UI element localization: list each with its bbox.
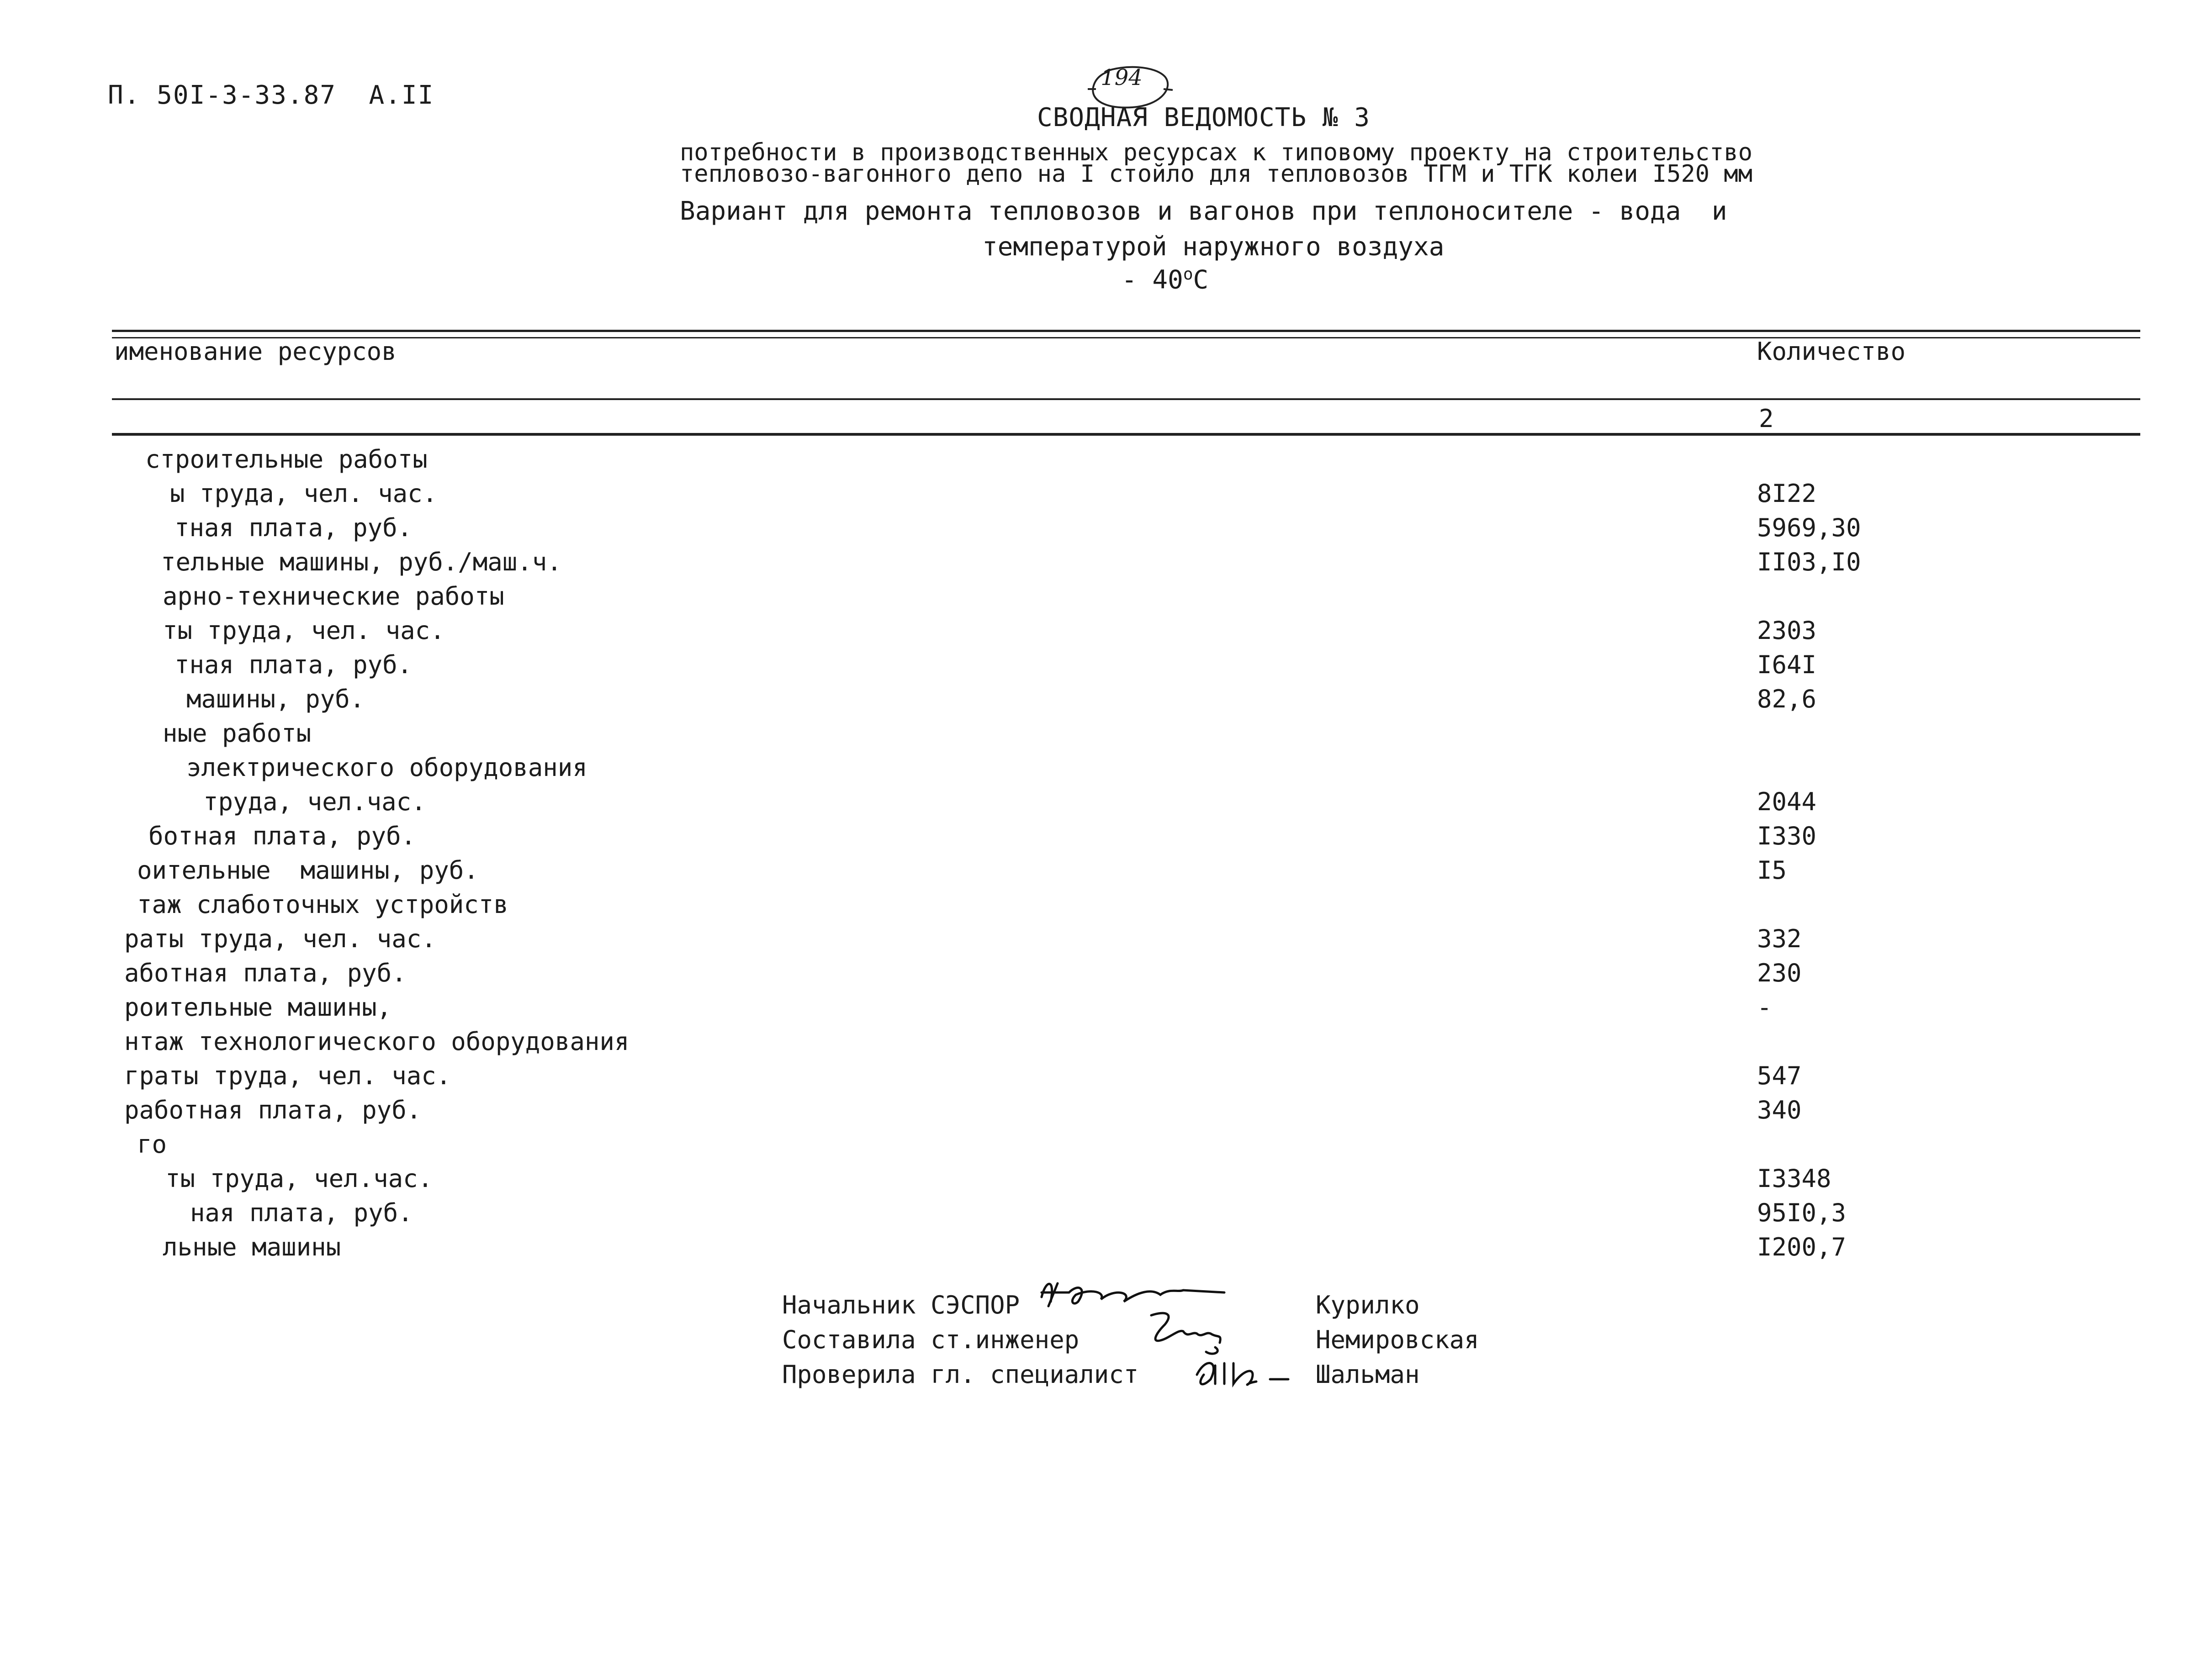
temperature-unit: С: [1193, 265, 1209, 295]
table-row: [0, 613, 2212, 648]
table-row: [0, 1024, 2212, 1059]
signature-3-handwritten: [1183, 1347, 1293, 1398]
row-qty: 2303: [1757, 616, 1817, 645]
document-code: П. 50I-3-33.87 А.II: [108, 80, 434, 110]
table-row: [0, 716, 2212, 750]
table-column-number: 2: [1759, 404, 1774, 433]
table-header-rule: [112, 398, 2140, 400]
table-row: [0, 1127, 2212, 1161]
row-qty: 340: [1757, 1096, 1802, 1124]
row-name: ные работы: [163, 719, 312, 748]
temperature-degree: о: [1183, 265, 1193, 284]
row-qty: 332: [1757, 924, 1802, 953]
row-name: тная плата, руб.: [175, 513, 413, 542]
table-row: [0, 922, 2212, 956]
table-row: [0, 682, 2212, 716]
row-name: го: [137, 1130, 167, 1159]
table-row: [0, 853, 2212, 887]
page-number-stamp: [1078, 55, 1165, 103]
row-name: нтаж технологического оборудования: [124, 1027, 630, 1056]
row-name: тная плата, руб.: [175, 650, 413, 679]
table-row: [0, 1161, 2212, 1196]
table-row: [0, 442, 2212, 476]
table-header-name: именование ресурсов: [114, 337, 397, 366]
row-name: тельные машины, руб./маш.ч.: [161, 548, 562, 576]
row-qty: I64I: [1757, 650, 1817, 679]
table-row: [0, 887, 2212, 922]
row-name: аботная плата, руб.: [124, 959, 407, 987]
table-row: [0, 1230, 2212, 1264]
row-name: льные машины: [163, 1233, 341, 1261]
row-name: ботная плата, руб.: [148, 822, 416, 850]
table-row: [0, 1059, 2212, 1093]
table-row: [0, 511, 2212, 545]
subtitle-line-1: потребности в производственных ресурсах к типовому проекту на строительство: [680, 139, 1752, 166]
temperature-value: [1122, 265, 1208, 295]
table-row: [0, 648, 2212, 682]
table-row: [0, 750, 2212, 785]
signature-name: Курилко: [1316, 1291, 1420, 1319]
table-row: [0, 990, 2212, 1024]
row-qty: I330: [1757, 822, 1817, 850]
signature-names: [1316, 1288, 1479, 1392]
variant-line: Вариант для ремонта тепловозов и вагонов при теплоносителе - вода и: [680, 196, 1727, 226]
table-row: [0, 1093, 2212, 1127]
row-name: ы труда, чел. час.: [170, 479, 438, 508]
table-row: [0, 579, 2212, 613]
row-name: строительные работы: [145, 445, 428, 474]
row-qty: -: [1757, 993, 1772, 1022]
row-name: ты труда, чел. час.: [163, 616, 445, 645]
row-name: труда, чел.час.: [203, 787, 426, 816]
document-title: СВОДНАЯ ВЕДОМОСТЬ № 3: [1037, 103, 1371, 132]
row-name: ная плата, руб.: [190, 1198, 413, 1227]
table-row: [0, 545, 2212, 579]
row-qty: 95I0,3: [1757, 1198, 1847, 1227]
table-row: [0, 956, 2212, 990]
row-name: работная плата, руб.: [124, 1096, 422, 1124]
row-qty: 5969,30: [1757, 513, 1861, 542]
row-qty: I3348: [1757, 1164, 1831, 1193]
row-name: оительные машины, руб.: [137, 856, 479, 885]
row-name: электрического оборудования: [186, 753, 587, 782]
row-name: машины, руб.: [186, 685, 365, 713]
row-qty: I5: [1757, 856, 1787, 885]
temperature-line: температурой наружного воздуха: [982, 232, 1445, 262]
signature-name: Немировская: [1316, 1325, 1479, 1354]
subtitle-line-2: тепловозо-вагонного депо на I стойло для тепловозов ТГМ и ТГК колеи I520 мм: [680, 160, 1752, 188]
row-qty: 2044: [1757, 787, 1817, 816]
row-qty: 547: [1757, 1061, 1802, 1090]
page-number-text: 194: [1101, 65, 1143, 90]
signature-role: Составила ст.инженер: [782, 1325, 1080, 1354]
table-body-rule: [112, 433, 2140, 436]
row-name: раты труда, чел. час.: [124, 924, 436, 953]
row-qty: II03,I0: [1757, 548, 1861, 576]
signature-role: Начальник СЭСПОР: [782, 1291, 1020, 1319]
table-row: [0, 476, 2212, 511]
table-row: [0, 1196, 2212, 1230]
row-name: ты труда, чел.час.: [165, 1164, 433, 1193]
row-name: роительные машины,: [124, 993, 392, 1022]
table-row: [0, 785, 2212, 819]
row-qty: 82,6: [1757, 685, 1817, 713]
row-qty: 8I22: [1757, 479, 1817, 508]
table-header-quantity: Количество: [1757, 337, 1906, 366]
row-qty: I200,7: [1757, 1233, 1847, 1261]
row-qty: 230: [1757, 959, 1802, 987]
temperature-number: - 40: [1122, 265, 1183, 295]
signature-role: Проверила гл. специалист: [782, 1360, 1139, 1389]
row-name: таж слаботочных устройств: [137, 890, 508, 919]
row-name: арно-технические работы: [163, 582, 504, 611]
row-name: граты труда, чел. час.: [124, 1061, 451, 1090]
table-top-rule: [112, 330, 2140, 332]
table-row: [0, 819, 2212, 853]
signature-name: Шальман: [1316, 1360, 1420, 1389]
